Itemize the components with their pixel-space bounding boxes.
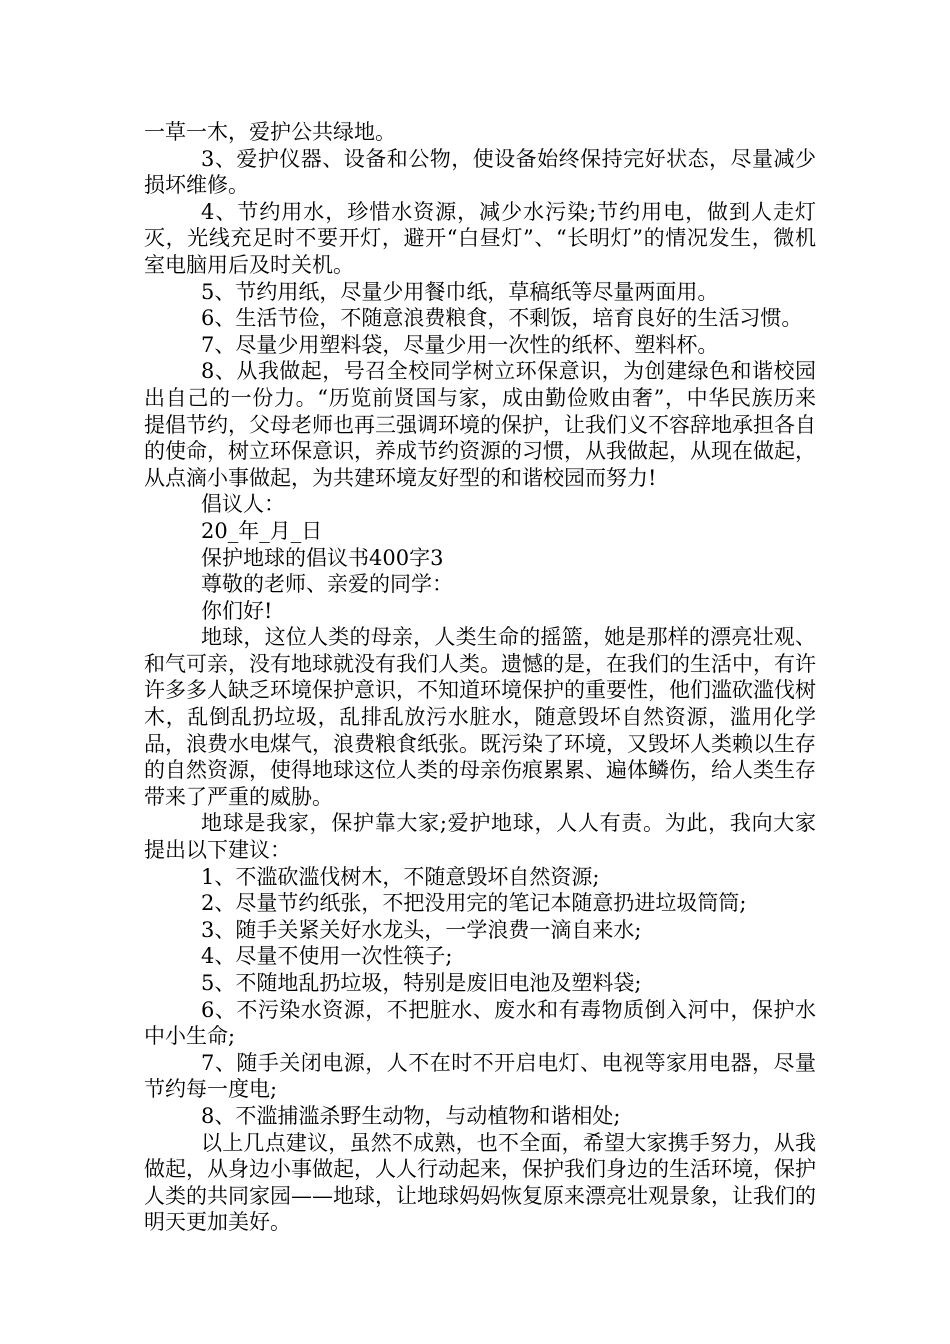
suggestion-item: 2、尽量节约纸张，不把没用完的笔记本随意扔进垃圾筒筒; — [201, 891, 747, 916]
date-line: 20_年_月_日 — [201, 518, 323, 543]
suggestion-item: 4、尽量不使用一次性筷子; — [201, 944, 453, 969]
suggestion-item: 5、不随地乱扔垃圾，特别是废旧电池及塑料袋; — [201, 971, 642, 995]
proposal-item-4: 4、节约用水，珍惜水资源，减少水污染;节约用电，做到人走灯灭，光线充足时不要开灯，避开“白昼灯”、“长明灯”的情况发生，微机室电脑用后及时关机。 — [144, 199, 816, 277]
salutation: 尊敬的老师、亲爱的同学： — [201, 572, 453, 597]
proposal-item-5: 5、节约用纸，尽量少用餐巾纸，草稿纸等尽量两面用。 — [201, 279, 719, 304]
signer-line: 倡议人： — [201, 492, 285, 517]
suggestion-item: 6、不污染水资源，不把脏水、废水和有毒物质倒入河中，保护水中小生命; — [144, 997, 816, 1049]
proposal-item-3: 3、爱护仪器、设备和公物，使设备始终保持完好状态，尽量减少损坏维修。 — [144, 146, 816, 198]
continuation-text: 一草一木，爱护公共绿地。 — [144, 120, 396, 144]
body-paragraph: 地球，这位人类的母亲，人类生命的摇篮，她是那样的漂亮壮观、和气可亲，没有地球就没有我们人类。遗憾的是，在我们的生活中，有许许多多人缺乏环境保护意识，不知道环境保护的重要性，他们滥砍滥伐树木，乱倒乱扔垃圾，乱排乱放污水脏水，随意毁坏自然资源，滥用化学品，浪费水电煤气，浪费粮食纸张。既污染了环境，又毁坏人类赖以生存的自然资源，使得地球这位人类的母亲伤痕累累、遍体鳞伤，给人类生存带来了严重的威胁。 — [144, 625, 816, 809]
suggestion-item: 8、不滥捕滥杀野生动物，与动植物和谐相处; — [201, 1103, 621, 1128]
body-paragraph: 地球是我家，保护靠大家;爱护地球，人人有责。为此，我向大家提出以下建议： — [144, 811, 816, 863]
closing-paragraph: 以上几点建议，虽然不成熟，也不全面，希望大家携手努力，从我做起，从身边小事做起，人人行动起来，保护我们身边的生活环境，保护人类的共同家园——地球，让地球妈妈恢复原来漂亮壮观景象，让我们的明天更加美好。 — [144, 1130, 816, 1235]
proposal-item-7: 7、尽量少用塑料袋，尽量少用一次性的纸杯、塑料杯。 — [201, 332, 719, 357]
suggestion-item: 3、随手关紧关好水龙头，一学浪费一滴自来水; — [201, 917, 642, 942]
proposal-item-8: 8、从我做起，号召全校同学树立环保意识，为创建绿色和谐校园出自己的一份力。“历览前贤国与家，成由勤俭败由奢”，中华民族历来提倡节约，父母老师也再三强调环境的保护，让我们义不容辞地承担各自的使命，树立环保意识，养成节约资源的习惯，从我做起，从现在做起，从点滴小事做起，为共建环境友好型的和谐校园而努力! — [144, 359, 816, 490]
suggestion-item: 7、随手关闭电源，人不在时不开启电灯、电视等家用电器，尽量节约每一度电; — [144, 1050, 816, 1102]
greeting: 你们好! — [201, 598, 273, 623]
suggestion-item: 1、不滥砍滥伐树木，不随意毁坏自然资源; — [201, 864, 600, 889]
proposal-item-6: 6、生活节俭，不随意浪费粮食，不剩饭，培育良好的生活习惯。 — [201, 306, 803, 331]
section-title: 保护地球的倡议书400字3 — [201, 545, 444, 570]
document-page — [144, 119, 816, 1236]
